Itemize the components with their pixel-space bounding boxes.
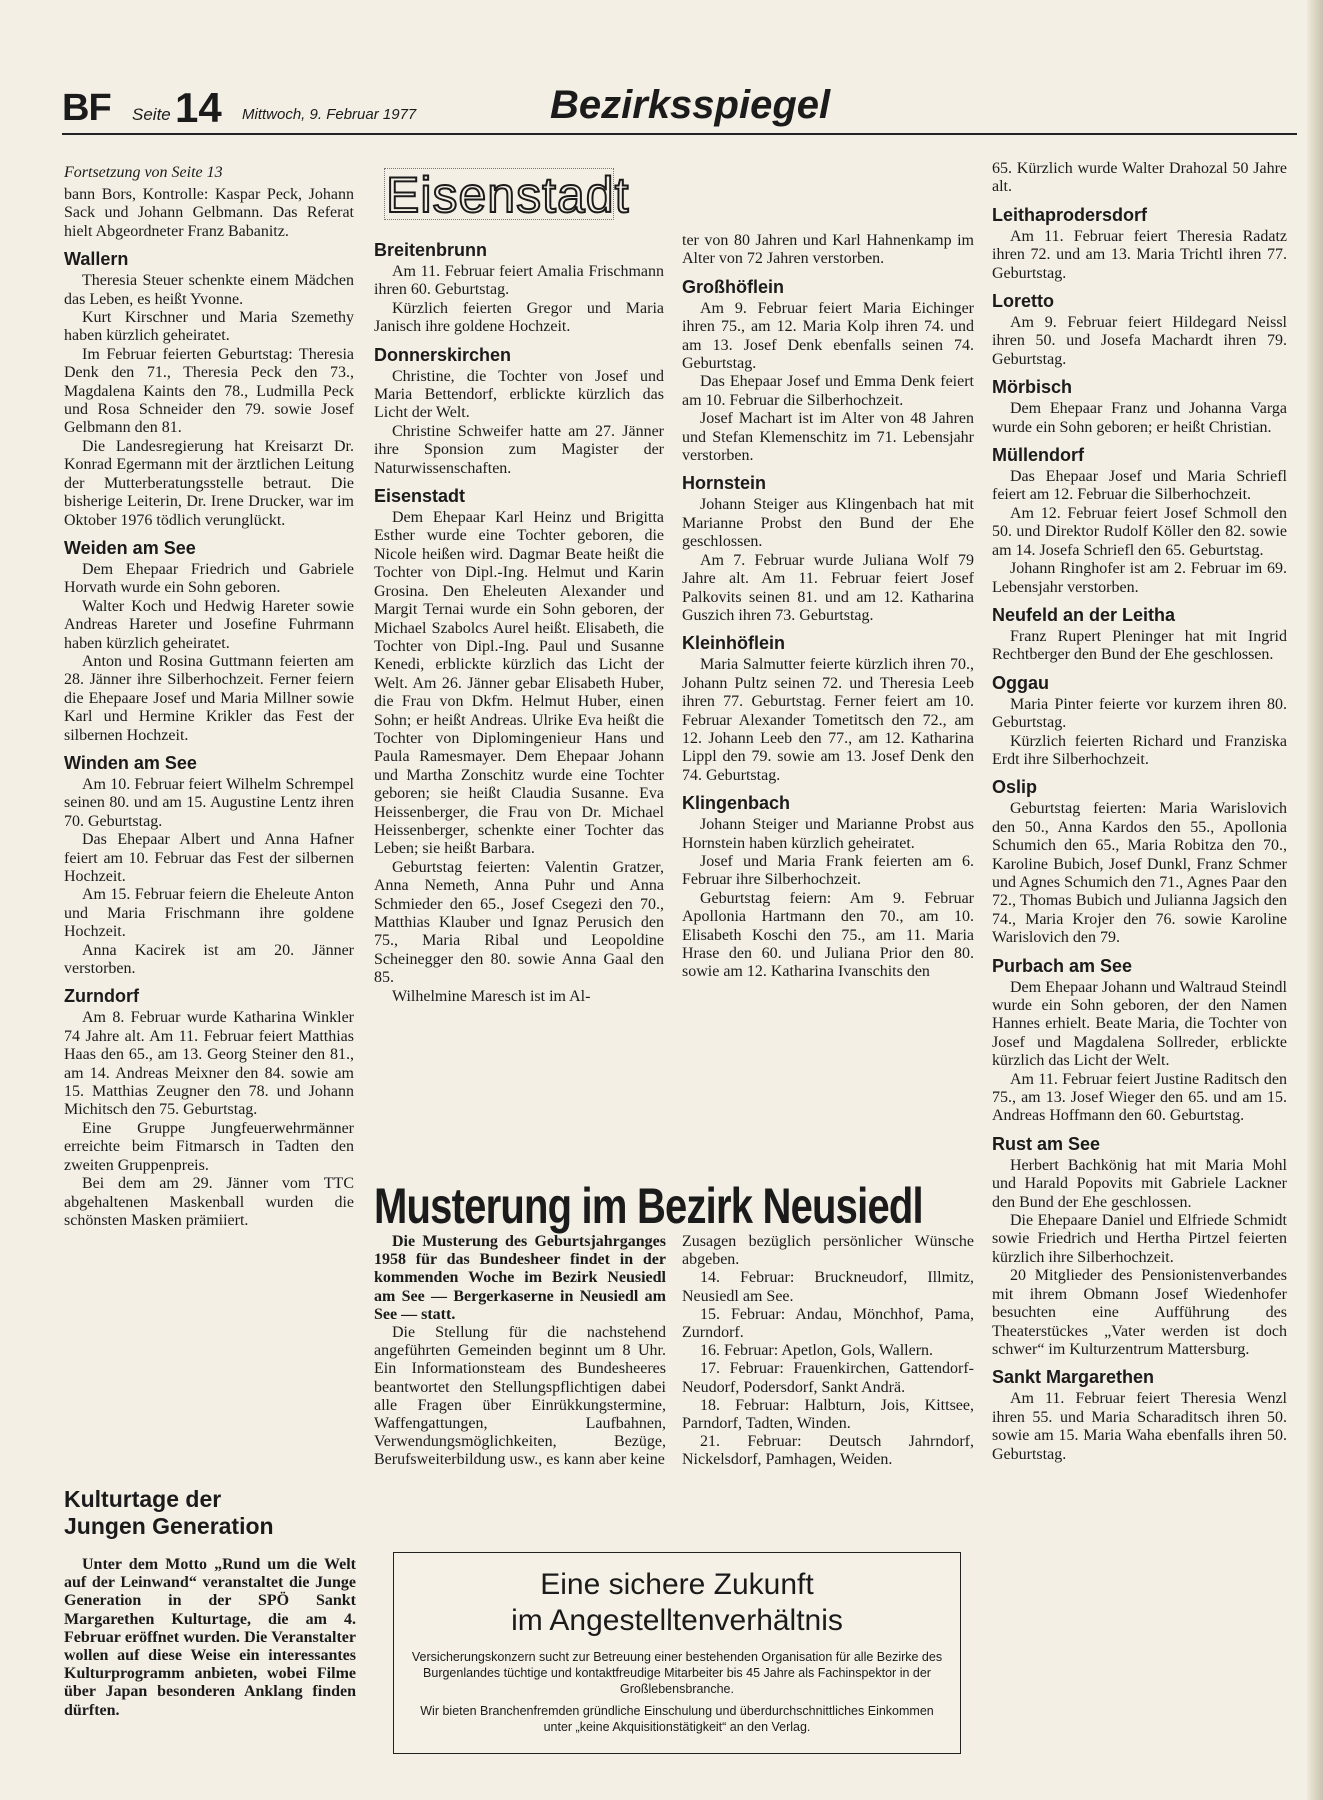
heading-purbach: Purbach am See [992,955,1133,976]
heading-breitenbrunn: Breitenbrunn [374,240,488,260]
paragraph: Johann Ringhofer ist am 2. Februar im 69. Lebensjahr verstorben. [992,560,1287,596]
article-continuation: ter von 80 Jahren und Karl Hahnenkamp im Alter von 72 Jahren verstorben. [682,232,974,268]
heading-winden-am-see: Winden am See [64,752,197,773]
musterung-date-item: 17. Februar: Frauenkirchen, Gattendorf-Neudorf, Podersdorf, Sankt Andrä. [682,1360,974,1396]
paragraph: Maria Salmutter feierte kürzlich ihren 70., Johann Pultz seinen 72. und Theresia Leeb ihren 77. Geburtstag. Ferner feiert am 10. Februar Alexander Tometitsch den 72., am 12. Johann Leeb den 77., am 12. Katharina Lippl den 79. sowie am 13. Josef Denk den 74. Geburtstag. [682,656,974,784]
paragraph: Johann Steiger aus Klingenbach hat mit Marianne Probst den Bund der Ehe geschlossen. [682,496,974,551]
heading-leithaprodersdorf: Leithaprodersdorf [992,204,1148,225]
heading-kleinhoeflein: Kleinhöflein [682,633,785,654]
paragraph: Zusagen bezüglich persönlicher Wünsche abgeben. [682,1233,974,1269]
article-continuation: 65. Kürzlich wurde Walter Drahozal 50 Jahre alt. [992,160,1287,196]
paragraph: Dem Ehepaar Karl Heinz und Brigitta Esther wurde eine Tochter geboren, die Nicole heißen wird. Dagmar Beate heißt die Tochter von Dipl.-Ing. Helmut und Karin Grosina. Den Eheleuten Alexander und Margit Ternai wurde ein Sohn geboren, der Michael Szabolcs Aurel heißt. Elisabeth, die Tochter von Dipl.-Ing. Paul und Susanne Kenedi, erblickte kürzlich das Licht der Welt. Am 26. Jänner gebar Elisabeth Huber, die Frau von Dkfm. Helmut Huber, einen Sohn; er heißt Andreas. Ulrike Eva heißt die Tochter von Diplomingenieur Hans und Paula Ramesmayer. Dem Ehepaar Johann und Martha Zonschitz wurde eine Tochter geboren; sie heißt Claudia Susanne. Eva Heissenberger, die Frau von Dr. Michael Heissenberger, schenkte einer Tochter das Leben; sie heißt Barbara. [374,509,664,858]
paragraph: Am 10. Februar feiert Wilhelm Schrempel seinen 80. und am 15. Augustine Lentz ihren 70. Geburtstag. [64,775,354,830]
paragraph: Eine Gruppe Jungfeuerwehrmänner erreichte beim Fitmarsch in Tadten den zweiten Gruppenpreis. [64,1119,354,1174]
paragraph: Die Landesregierung hat Kreisarzt Dr. Konrad Egermann mit der ärztlichen Leitung der Mutterberatungsstelle betraut. Die bisherige Leiterin, Dr. Irene Drucker, war im Oktober 1976 tödlich verunglückt. [64,437,354,529]
kulturtage-heading [64,1486,354,1540]
musterung-lead: Die Musterung des Geburtsjahrganges 1958 für das Bundesheer findet in der kommenden Woche im Bezirk Neusiedl am See — Bergerkaserne in Neusiedl am See — statt. [374,1233,666,1323]
paragraph: Christine Schweifer hatte am 27. Jänner ihre Sponsion zum Magister der Naturwissenschaften. [374,422,664,477]
paragraph: Im Februar feierten Geburtstag: Theresia Denk den 71., Theresia Peck den 73., Magdalena Kaints den 78., Ludmilla Peck und Rosa Schneider den 79. sowie Josef Gelbmann den 81. [64,345,354,437]
paragraph: Das Ehepaar Josef und Maria Schriefl feiert am 12. Februar die Silberhochzeit. [992,468,1287,504]
heading-oggau: Oggau [992,672,1049,693]
paragraph: Theresia Steuer schenkte einem Mädchen das Leben, es heißt Yvonne. [64,272,354,308]
musterung-column-a [374,1233,666,1470]
paragraph: Die Ehepaare Daniel und Elfriede Schmidt sowie Friedrich und Hertha Pirtzel feierten kürzlich ihre Silberhochzeit. [992,1212,1287,1266]
kulturtage-title-line2: Jungen Generation [64,1513,274,1539]
heading-donnerskirchen: Donnerskirchen [374,344,512,365]
paragraph: Walter Koch und Hedwig Hareter sowie Andreas Hareter und Josefine Fuhrmann haben kürzlich geheiratet. [64,597,354,652]
paragraph: Kurt Kirschner und Maria Szemethy haben kürzlich geheiratet. [64,309,354,345]
paragraph: Am 11. Februar feiert Amalia Frischmann ihren 60. Geburtstag. [374,263,664,299]
paragraph: Unter dem Motto „Rund um die Welt auf der Leinwand“ veranstaltet die Junge Generation in der SPÖ Sankt Margarethen Kulturtage, die am 4. Februar eröffnet wurden. Die Veranstalter wollen auf diese Weise ein interessantes Kulturprogramm anbieten, wobei Filme über Japan besonderen Anklang finden dürften. [64,1556,356,1719]
heading-oslip: Oslip [992,777,1038,798]
column-3 [682,232,974,982]
musterung-date-item: 16. Februar: Apetlon, Gols, Wallern. [700,1342,934,1360]
heading-zurndorf: Zurndorf [64,986,139,1007]
paragraph: Geburtstag feierten: Valentin Gratzer, Anna Nemeth, Anna Puhr und Anna Schmieder den 65., Josef Csegezi den 70., Matthias Klauber und Ignaz Perusich den 75., Maria Ribal und Leopoldine Scheinegger den 80. sowie Anna Gaal den 85. [374,858,664,987]
musterung-date-item: 14. Februar: Bruckneudorf, Illmitz, Neusiedl am See. [682,1269,974,1305]
paragraph: Das Ehepaar Josef und Emma Denk feiert am 10. Februar die Silberhochzeit. [682,373,974,409]
masthead-seite-label: Seite [132,105,171,124]
paragraph: Anton und Rosina Guttmann feierten am 28. Jänner ihre Silberhochzeit. Ferner feiern die Ehepaare Josef und Maria Millner sowie Karl und Hermine Krikler das Fest der silbernen Hochzeit. [64,652,354,744]
paragraph: Geburtstag feiern: Am 9. Februar Apollonia Hartmann den 70., am 10. Elisabeth Koschi den 75., am 11. Maria Hrase den 60. und Juliana Prior den 80. sowie am 12. Katharina Ivanschits den [682,889,974,981]
heading-klingenbach: Klingenbach [682,793,791,814]
musterung-column-b [682,1233,974,1470]
ad-body [408,1649,946,1735]
masthead-date: Mittwoch, 9. Februar 1977 [242,106,417,123]
paragraph: Am 9. Februar feiert Maria Eichinger ihren 75., am 12. Maria Kolp ihren 74. und am 13. Josef Denk ebenfalls seinen 74. Geburtstag. [682,299,974,373]
paragraph: Bei dem am 29. Jänner vom TTC abgehaltenen Maskenball wurden die schönsten Masken prämiiert. [64,1175,354,1229]
continued-note: Fortsetzung von Seite 13 [64,164,223,181]
masthead-rule [62,133,1297,135]
heading-sankt-margarethen: Sankt Margarethen [992,1367,1155,1388]
paragraph: Am 12. Februar feiert Josef Schmoll den 50. und Direktor Rudolf Köller den 82. sowie am 14. Josefa Schriefl den 65. Geburtstag. [992,504,1287,559]
paragraph: Maria Pinter feierte vor kurzem ihren 80. Geburtstag. [992,695,1287,732]
kulturtage-title-line1: Kulturtage der [64,1486,222,1512]
paragraph: Kürzlich feierten Richard und Franziska Erdt ihre Silberhochzeit. [992,732,1287,768]
ad-paragraph: Wir bieten Branchenfremden gründliche Einschulung und überdurchschnittliches Einkommen unter „keine Akquisitionstätigkeit“ an den Verlag. [420,1704,934,1734]
paragraph: Wilhelmine Maresch ist im Al- [392,987,591,1005]
paragraph: 20 Mitglieder des Pensionistenverbandes mit ihrem Obmann Josef Wiedenhofer besuchten eine Aufführung des Theaterstückes „Vater werden ist doch schwer“ im Kulturzentrum Mattersburg. [992,1267,1287,1358]
paragraph: Am 7. Februar wurde Juliana Wolf 79 Jahre alt. Am 11. Februar feiert Josef Palkovits seinen 81. und am 12. Katharina Guszich ihren 73. Geburtstag. [682,551,974,624]
paragraph: Geburtstag feierten: Maria Warislovich den 50., Anna Kardos den 55., Apollonia Schumich den 65., Maria Robitza den 70., Karoline Bubich, Josef Dunkl, Franz Schmer und Agnes Schumich den 71., Agnes Paar den 72., Thomas Bubich und Julianna Jagsich den 74., Maria Krojer den 76. sowie Karoline Warislovich den 79. [992,800,1287,947]
masthead-page-number: 14 [175,84,222,131]
musterung-date-item: 15. Februar: Andau, Mönchhof, Pama, Zurndorf. [682,1305,974,1342]
heading-wallern: Wallern [64,249,129,270]
heading-hornstein: Hornstein [682,473,767,494]
heading-moerbisch: Mörbisch [992,377,1073,398]
paragraph: Anna Kacirek ist am 20. Jänner verstorben. [64,941,354,978]
paragraph: Franz Rupert Pleninger hat mit Ingrid Rechtberger den Bund der Ehe geschlossen. [992,627,1287,664]
musterung-date-item: 18. Februar: Halbturn, Jois, Kittsee, Parndorf, Tadten, Winden. [682,1396,974,1433]
kulturtage-article [64,1556,356,1720]
paragraph: Dem Ehepaar Johann und Waltraud Steindl wurde ein Sohn geboren, der den Namen Hannes erhielt. Beate Maria, die Tochter von Josef und Magdalena Sollreder, erblickte kürzlich das Licht der Welt. [992,978,1287,1070]
ad-title-line1: Eine sichere Zukunft [540,1568,814,1601]
paragraph: Am 11. Februar feiert Theresia Wenzl ihren 55. und Maria Scharaditsch ihren 50. sowie am 15. Maria Waha ebenfalls ihren 50. Geburtstag. [992,1390,1287,1463]
paragraph: Am 11. Februar feiert Justine Raditsch den 75., am 13. Josef Wieger den 65. und am 15. Andreas Hoffmann den 60. Geburtstag. [992,1070,1287,1125]
paragraph: Am 8. Februar wurde Katharina Winkler 74 Jahre alt. Am 11. Februar feiert Matthias Haas den 65., am 13. Georg Steiner den 81., am 14. Andreas Meixner den 84. sowie am 15. Matthias Zeugner den 78. und Johann Michitsch den 75. Geburtstag. [64,1009,354,1119]
paragraph: Dem Ehepaar Franz und Johanna Varga wurde ein Sohn geboren; er heißt Christian. [992,400,1287,436]
musterung-headline: Musterung im Bezirk Neusiedl [374,1178,923,1234]
ad-paragraph: Versicherungskonzern sucht zur Betreuung einer bestehenden Organisation für alle Bezirke des Burgenlandes tüchtige und kontaktfreudige Mitarbeiter bis 45 Jahre als Fachinspektor in der Großlebensbranche. [411,1650,943,1696]
page-edge-shadow [1307,0,1323,1800]
column-4 [992,160,1287,1464]
paragraph: Das Ehepaar Albert und Anna Hafner feiert am 10. Februar das Fest der silbernen Hochzeit. [64,831,354,885]
article-continuation: bann Bors, Kontrolle: Kaspar Peck, Johann Sack und Johann Gelbmann. Das Referat hielt Abgeordneter Franz Babanitz. [64,186,354,240]
musterung-date-item: 21. Februar: Deutsch Jahrndorf, Nickelsdorf, Pamhagen, Weiden. [682,1433,974,1469]
heading-grosshoeflein: Großhöflein [682,276,784,297]
paragraph: Am 9. Februar feiert Hildegard Neissl ihren 50. und Josefa Machardt ihren 79. Geburtstag. [992,314,1287,368]
heading-eisenstadt: Eisenstadt [374,486,466,507]
heading-weiden-am-see: Weiden am See [64,537,196,558]
column-1 [64,186,354,1230]
column-2 [374,232,664,1006]
heading-loretto: Loretto [992,291,1054,312]
paragraph: Am 11. Februar feiert Theresia Radatz ihren 72. und am 13. Maria Trichtl ihren 77. Geburtstag. [992,227,1287,282]
job-advertisement [393,1552,961,1754]
heading-muellendorf: Müllendorf [992,445,1084,466]
heading-rust-am-see: Rust am See [992,1133,1101,1154]
paragraph: Josef und Maria Frank feierten am 6. Februar ihre Silberhochzeit. [682,852,974,889]
paragraph: Kürzlich feierten Gregor und Maria Janisch ihre goldene Hochzeit. [374,299,664,336]
paragraph: Johann Steiger und Marianne Probst aus Hornstein haben kürzlich geheiratet. [682,816,974,852]
paragraph: Josef Machart ist im Alter von 48 Jahren und Stefan Klemenschitz im 71. Lebensjahr verstorben. [682,410,974,465]
paragraph: Dem Ehepaar Friedrich und Gabriele Horvath wurde ein Sohn geboren. [64,560,354,597]
masthead-section-title: Bezirksspiegel [550,83,831,127]
ad-title-line2: im Angestelltenverhältnis [511,1604,843,1637]
paragraph: Christine, die Tochter von Josef und Maria Bettendorf, erblickte kürzlich das Licht der Welt. [374,367,664,422]
paragraph: Am 15. Februar feiern die Eheleute Anton und Maria Frischmann ihre goldene Hochzeit. [64,886,354,941]
paragraph: Die Stellung für die nachstehend angeführten Gemeinden beginnt um 8 Uhr. Ein Informationsteam des Bundesheeres beantwortet den Stellungspflichtigen dabei alle Fragen über Einrükkungstermine, Waffengattungen, Laufbahnen, Verwendungsmöglichkeiten, Bezüge, Berufsweiterbildung usw., es kann aber keine [374,1324,666,1469]
paragraph: Herbert Bachkönig hat mit Maria Mohl und Harald Popovits mit Gabriele Lackner den Bund der Ehe geschlossen. [992,1156,1287,1211]
heading-neufeld: Neufeld an der Leitha [992,604,1176,625]
district-header-eisenstadt: Eisenstadt [386,167,630,223]
masthead-logo: BF [62,87,111,129]
